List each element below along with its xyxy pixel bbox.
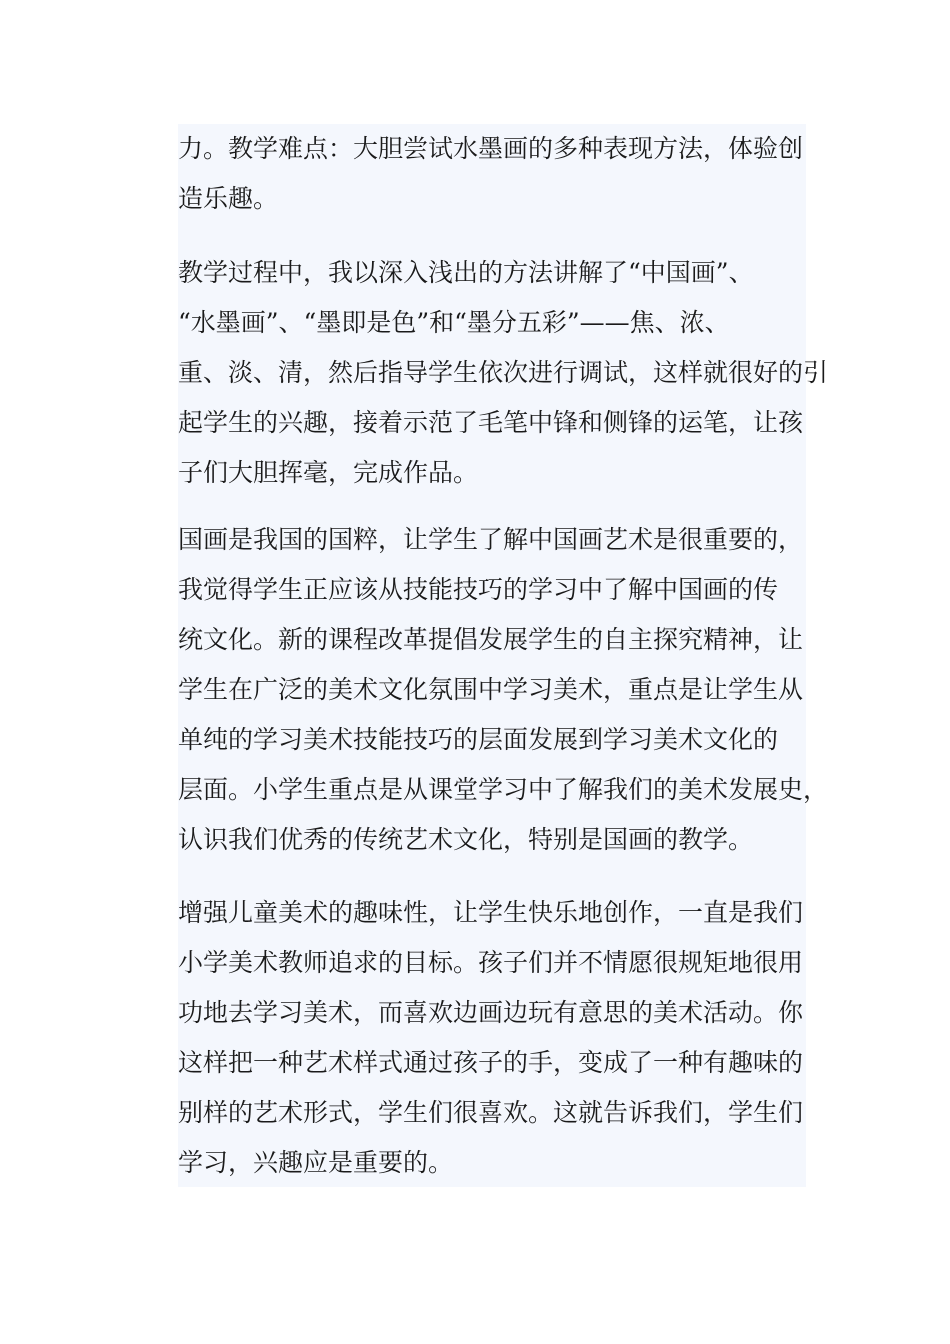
text-line: 小学美术教师追求的目标。孩子们并不情愿很规矩地很用	[178, 948, 804, 977]
text-line: 起学生的兴趣，接着示范了毛笔中锋和侧锋的运笔，让孩	[178, 408, 804, 437]
text-line: 重、淡、清，然后指导学生依次进行调试，这样就很好的引	[178, 358, 829, 387]
paragraph-teaching-difficulty	[178, 124, 828, 224]
text-line: 层面。小学生重点是从课堂学习中了解我们的美术发展史，	[178, 775, 829, 804]
text-line: 学生在广泛的美术文化氛围中学习美术，重点是让学生从	[178, 675, 804, 704]
text-block	[178, 124, 829, 1187]
text-line: 认识我们优秀的传统艺术文化，特别是国画的教学。	[178, 825, 754, 854]
paragraph-national-painting	[178, 515, 828, 865]
text-line: 统文化。新的课程改革提倡发展学生的自主探究精神，让	[178, 625, 804, 654]
text-line: 功地去学习美术，而喜欢边画边玩有意思的美术活动。你	[178, 998, 804, 1027]
paragraph-teaching-process	[178, 248, 828, 498]
text-line: 子们大胆挥毫，完成作品。	[178, 458, 479, 487]
text-line: 增强儿童美术的趣味性，让学生快乐地创作，一直是我们	[178, 898, 804, 927]
text-line: 学习，兴趣应是重要的。	[178, 1148, 454, 1177]
text-line: 别样的艺术形式，学生们很喜欢。这就告诉我们，学生们	[178, 1098, 804, 1127]
text-line: 单纯的学习美术技能技巧的层面发展到学习美术文化的	[178, 725, 779, 754]
paragraph-children-art-interest	[178, 888, 828, 1188]
text-line: 这样把一种艺术样式通过孩子的手，变成了一种有趣味的	[178, 1048, 804, 1077]
text-line: 教学过程中，我以深入浅出的方法讲解了“中国画”、	[178, 258, 754, 287]
text-line: “水墨画”、“墨即是色”和“墨分五彩”——焦、浓、	[178, 308, 730, 337]
text-line: 我觉得学生正应该从技能技巧的学习中了解中国画的传	[178, 575, 779, 604]
text-line: 力。教学难点：大胆尝试水墨画的多种表现方法，体验创	[178, 134, 804, 163]
text-line: 造乐趣。	[178, 184, 279, 213]
text-line: 国画是我国的国粹，让学生了解中国画艺术是很重要的，	[178, 525, 804, 554]
